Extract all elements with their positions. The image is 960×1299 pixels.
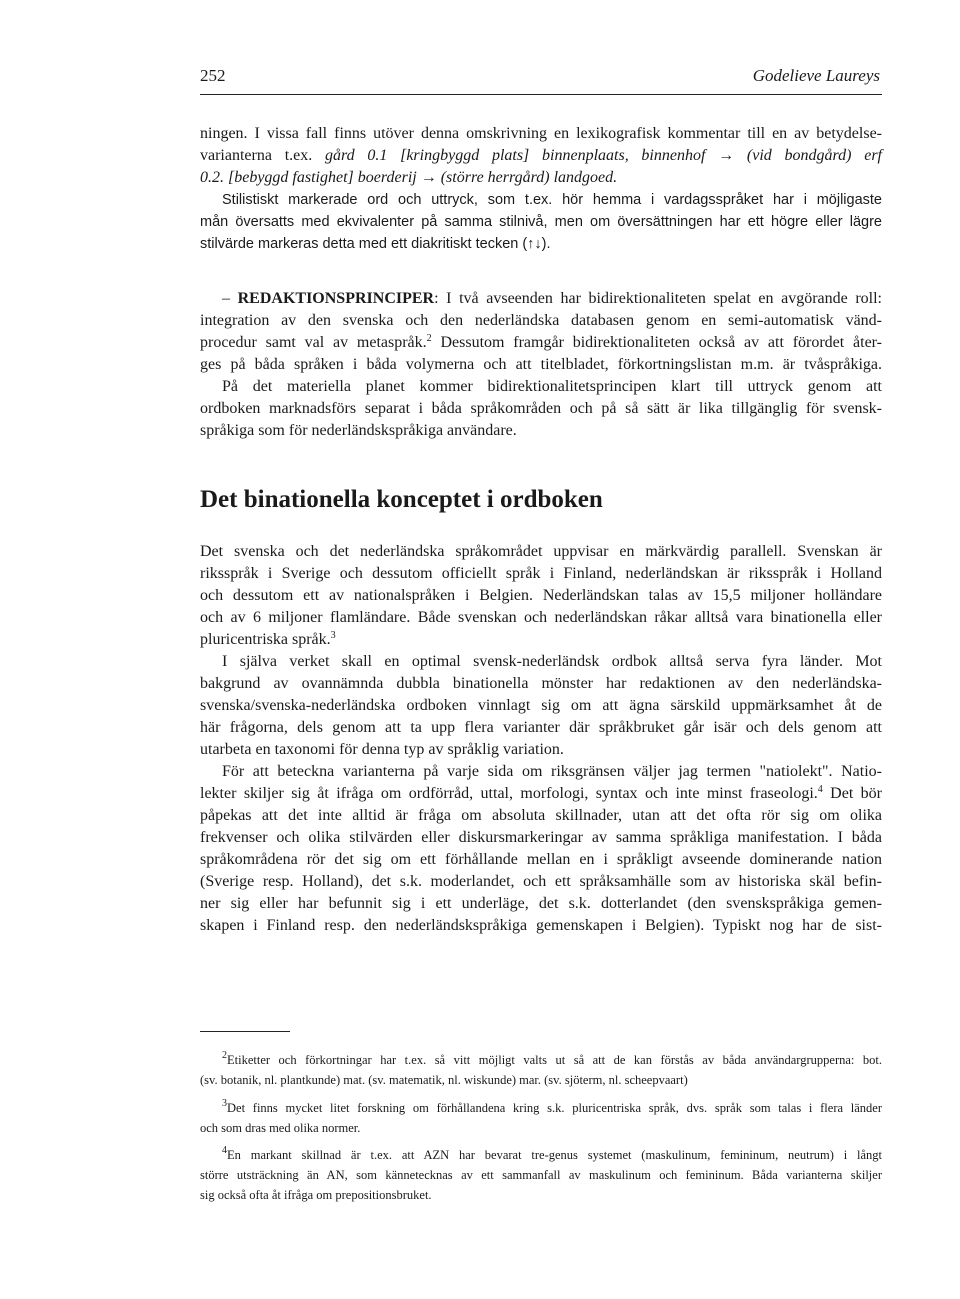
text-line xyxy=(200,783,882,805)
text-span: Det finns mycket litet forskning om förhållandena kring s.k. pluricentriska språk, dvs. språk som talas i flera länder xyxy=(227,1101,882,1115)
text-span: – xyxy=(222,290,238,307)
footnote-3 xyxy=(200,1098,882,1138)
footnote-ref: 3 xyxy=(330,630,336,641)
text-span: varianterna t.ex. xyxy=(200,147,325,164)
footnote-rule xyxy=(200,1031,290,1032)
text-span: Dessutom framgår bidirektionaliteten också av att förordet åter- xyxy=(431,334,883,351)
page-number: 252 xyxy=(200,66,226,85)
footnote-ref: 4 xyxy=(817,784,823,795)
text-line: På det materiella planet kommer bidirektionalitetsprincipen klart till uttryck genom att xyxy=(222,378,882,395)
footnote-ref: 2 xyxy=(426,333,432,344)
text-line xyxy=(200,332,882,354)
footnote-line: större utsträckning än AN, som kännetecknas av ett sammanfall av maskulinum och femininum. Båda varianterna skiljer xyxy=(200,1168,882,1182)
text-line: (Sverige resp. Holland), det s.k. moderlandet, och ett språksamhälle som av historiska skäl befin- xyxy=(200,873,882,890)
text-line: och dessutom ett av nationalspråken i Belgien. Nederländskan talas av 15,5 miljoner holländare xyxy=(200,587,882,604)
section-paragraph-1 xyxy=(200,541,882,651)
intro-paragraph xyxy=(200,123,882,255)
text-line xyxy=(200,629,882,651)
text-line: ner sig eller har befunnit sig i ett underläge, det s.k. dotterlandet (den svenskspråkiga gemen- xyxy=(200,895,882,912)
text-line: bakgrund av ovannämnda dubbla binationella mönster har redaktionen av den nederländska- xyxy=(200,675,882,692)
text-span: Det bör xyxy=(822,785,882,802)
principles-paragraph xyxy=(200,288,882,442)
text-line: ordboken marknadsförs separat i båda språkområden och på så sätt är lika tillgänglig för svensk- xyxy=(200,400,882,417)
text-span: lekter skiljer sig åt ifråga om ordförråd, uttal, morfologi, syntax och inte minst fraseologi. xyxy=(200,785,818,802)
running-header xyxy=(200,66,880,86)
text-span: Etiketter och förkortningar har t.ex. så vitt möjligt valts ut så att de kan förstås av båda användargrupperna: bot. xyxy=(227,1053,882,1067)
text-line: riksspråk i Sverige och dessutom officiellt språk i Finland, nederländskan är riksspråk i Holland xyxy=(200,565,882,582)
text-line: skapen i Finland resp. den nederländskspråkiga gemenskapen i Belgien). Typiskt nog har de sist- xyxy=(200,917,882,934)
text-line: utarbeta en taxonomi för denna typ av språklig variation. xyxy=(200,741,564,758)
text-line: mån översatts med ekvivalenter på samma stilnivå, men om översättningen har ett högre eller lägre xyxy=(200,214,882,230)
footnote-4 xyxy=(200,1145,882,1205)
example-entry: 0.2. [bebyggd fastighet] boerderij → (större herrgård) landgoed. xyxy=(200,169,618,186)
principles-term: REDAKTIONSPRINCIPER xyxy=(237,290,435,307)
example-entry: gård 0.1 [kringbyggd plats] binnenplaats, binnenhof → (vid bondgård) erf xyxy=(324,147,883,164)
text-line: stilvärde markeras detta med ett diakritiskt tecken (↑↓). xyxy=(200,236,551,252)
text-span: : I två avseenden har bidirektionaliteten spelat en avgörande roll: xyxy=(434,290,883,307)
text-line: frekvenser och olika stilvärden eller diskursmarkeringar av samma språkliga manifestation. I båda xyxy=(200,829,882,846)
footnote-line xyxy=(200,1050,882,1070)
text-line: här frågorna, dels genom att ta upp flera varianter där språkbruket går isär och dels genom att xyxy=(200,719,882,736)
text-line: I själva verket skall en optimal svensk-nederländsk ordbok alltså serva fyra länder. Mot xyxy=(222,653,882,670)
section-paragraph-2 xyxy=(200,651,882,761)
footnote-marker: 3 xyxy=(222,1098,227,1109)
text-span: procedur samt val av metaspråk. xyxy=(200,334,427,351)
text-line: För att beteckna varianterna på varje sida om riksgränsen väljer jag termen "natiolekt". Natio- xyxy=(222,763,882,780)
text-line xyxy=(200,288,882,310)
footnote-line xyxy=(200,1145,882,1165)
running-head-author: Godelieve Laureys xyxy=(752,66,880,85)
text-line: Det svenska och det nederländska språkområdet uppvisar en märkvärdig parallell. Svenskan är xyxy=(200,543,882,560)
text-line: integration av den svenska och den nederländska databasen genom en semi-automatisk vänd- xyxy=(200,312,882,329)
footnote-marker: 4 xyxy=(222,1145,227,1156)
footnote-line: och som dras med olika normer. xyxy=(200,1121,361,1135)
text-line: och av 6 miljoner flamländare. Både svenskan och nederländskan råkar alltså vara binationella eller xyxy=(200,609,882,626)
text-span: pluricentriska språk. xyxy=(200,631,331,648)
text-line: påpekas att det inte alltid är fråga om absoluta skillnader, utan att det ofta rör sig om olika xyxy=(200,807,882,824)
footnote-2 xyxy=(200,1050,882,1090)
header-rule xyxy=(200,94,882,95)
text-span: En markant skillnad är t.ex. att AZN har bevarat tre-genus systemet (maskulinum, femininum, neutrum) i långt xyxy=(227,1148,882,1162)
text-line xyxy=(200,145,882,167)
section-paragraph-3 xyxy=(200,761,882,937)
section-heading: Det binationella konceptet i ordboken xyxy=(200,486,603,513)
text-line: språkiga som för nederländskspråkiga användare. xyxy=(200,422,517,439)
text-line: Stilistiskt markerade ord och uttryck, som t.ex. hör hemma i vardagsspråket har i möjligaste xyxy=(222,192,882,208)
footnote-marker: 2 xyxy=(222,1050,227,1061)
footnote-line: (sv. botanik, nl. plantkunde) mat. (sv. matematik, nl. wiskunde) mar. (sv. sjöterm, nl. scheepvaart) xyxy=(200,1073,688,1087)
text-line: ningen. I vissa fall finns utöver denna omskrivning en lexikografisk kommentar till en av betydelse- xyxy=(200,125,882,142)
footnote-line: sig också ofta åt ifråga om prepositionsbruket. xyxy=(200,1188,432,1202)
text-line: svenska/svenska-nederländska ordboken vinnlagt sig om att ägna särskild uppmärksamhet åt de xyxy=(200,697,882,714)
text-line: språkområdena rör det sig om ett förhållande mellan en i språkligt avseende dominerande nation xyxy=(200,851,882,868)
text-line: ges på båda språken i båda volymerna och att titelbladet, förkortningslistan m.m. är tvåspråkiga. xyxy=(200,356,882,373)
footnote-line xyxy=(200,1098,882,1118)
